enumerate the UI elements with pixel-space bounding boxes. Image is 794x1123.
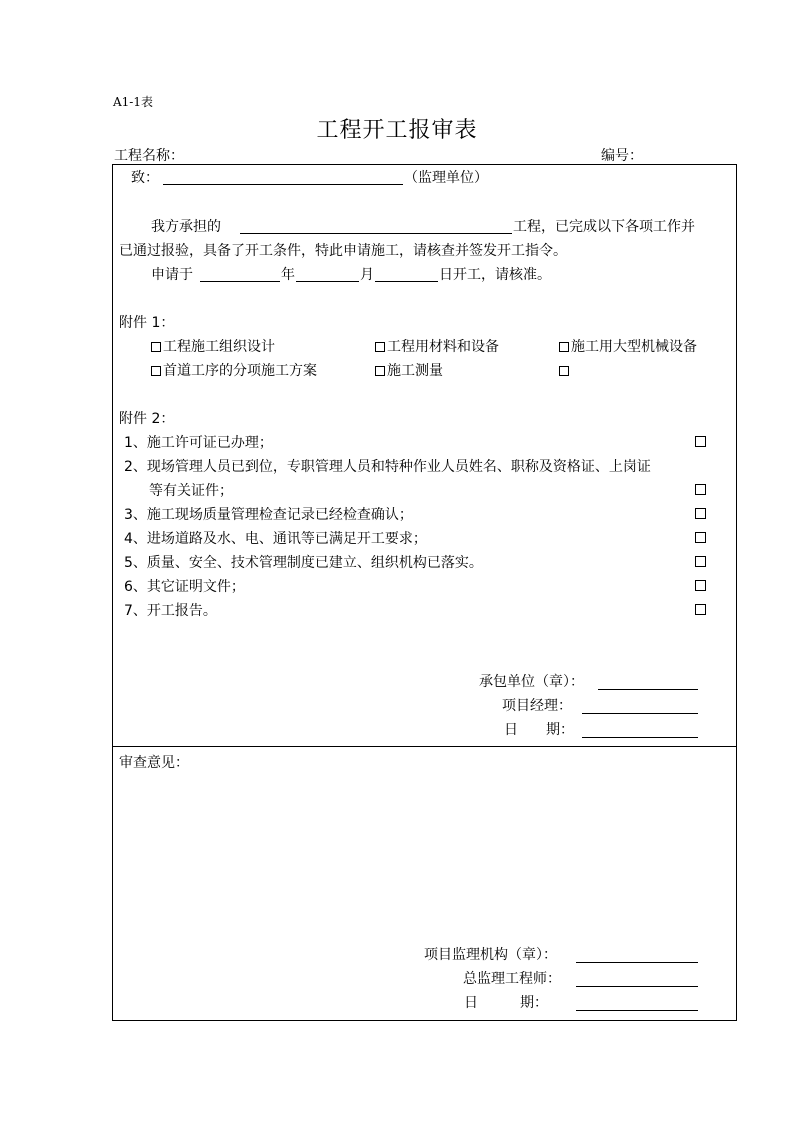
chief-engineer-field[interactable] bbox=[576, 986, 698, 987]
checkbox-icon[interactable] bbox=[695, 580, 706, 591]
checkbox-icon[interactable] bbox=[695, 484, 706, 495]
review-date-label: 日 期： bbox=[464, 995, 548, 1011]
page-title: 工程开工报审表 bbox=[316, 118, 478, 143]
para1-line2: 已通过报验，具备了开工条件，特此申请施工，请核查并签发开工指令。 bbox=[119, 243, 567, 259]
supervision-org-field[interactable] bbox=[576, 962, 698, 963]
form-code: A1-1表 bbox=[113, 95, 153, 109]
day-field[interactable] bbox=[375, 281, 438, 282]
para1-prefix: 我方承担的 bbox=[151, 219, 221, 235]
contractor-unit-field[interactable] bbox=[598, 689, 698, 690]
contractor-date-field[interactable] bbox=[582, 737, 698, 738]
attachment2-item: 2、现场管理人员已到位，专职管理人员和特种作业人员姓名、职称及资格证、上岗证 bbox=[124, 459, 651, 475]
supervisor-unit-label: （监理单位） bbox=[404, 170, 488, 186]
checkbox-icon[interactable] bbox=[695, 532, 706, 543]
checkbox-icon[interactable] bbox=[695, 604, 706, 615]
contractor-date-label: 日 期： bbox=[504, 722, 574, 738]
supervisor-unit-field[interactable] bbox=[163, 184, 403, 185]
review-label: 审查意见： bbox=[119, 755, 189, 771]
apply-prefix: 申请于 bbox=[151, 267, 193, 283]
checkbox-icon[interactable] bbox=[695, 508, 706, 519]
attachment2-item: 5、质量、安全、技术管理制度已建立、组织机构已落实。 bbox=[124, 555, 483, 571]
attachments2-label: 附件 2： bbox=[119, 411, 175, 427]
month-field[interactable] bbox=[296, 281, 359, 282]
attachment1-item[interactable]: 施工用大型机械设备 bbox=[559, 338, 697, 356]
contractor-unit-label: 承包单位（章）： bbox=[479, 674, 584, 690]
day-suffix: 日开工，请核准。 bbox=[439, 267, 551, 283]
attachments1-label: 附件 1： bbox=[119, 315, 175, 331]
review-date-field[interactable] bbox=[576, 1010, 698, 1011]
attachment2-item: 3、施工现场质量管理检查记录已经检查确认； bbox=[124, 507, 413, 523]
number-label: 编号： bbox=[601, 148, 643, 164]
project-manager-field[interactable] bbox=[582, 713, 698, 714]
attachment2-item-cont: 等有关证件； bbox=[149, 483, 233, 499]
attachment1-item[interactable]: 工程施工组织设计 bbox=[151, 338, 275, 356]
year-field[interactable] bbox=[200, 281, 280, 282]
attachment1-item[interactable]: 工程用材料和设备 bbox=[375, 338, 499, 356]
attachment1-item[interactable] bbox=[559, 362, 571, 380]
attachment2-item: 1、施工许可证已办理； bbox=[124, 435, 273, 451]
project-name-label: 工程名称： bbox=[114, 148, 184, 164]
attachment1-item[interactable]: 首道工序的分项施工方案 bbox=[151, 362, 317, 380]
checkbox-icon[interactable] bbox=[695, 556, 706, 567]
attachment2-item: 4、进场道路及水、电、通讯等已满足开工要求； bbox=[124, 531, 427, 547]
project-field[interactable] bbox=[240, 233, 512, 234]
checkbox-icon[interactable] bbox=[559, 342, 569, 352]
checkbox-icon[interactable] bbox=[695, 436, 706, 447]
para1-suffix: 工程，已完成以下各项工作并 bbox=[513, 219, 695, 235]
year-label: 年 bbox=[281, 267, 295, 283]
checkbox-icon[interactable] bbox=[375, 366, 385, 376]
attachment1-item[interactable]: 施工测量 bbox=[375, 362, 443, 380]
chief-engineer-label: 总监理工程师： bbox=[463, 971, 561, 987]
checkbox-icon[interactable] bbox=[151, 342, 161, 352]
project-manager-label: 项目经理： bbox=[502, 698, 572, 714]
checkbox-icon[interactable] bbox=[375, 342, 385, 352]
checkbox-icon[interactable] bbox=[151, 366, 161, 376]
supervision-org-label: 项目监理机构（章）： bbox=[424, 947, 557, 963]
section-divider bbox=[112, 746, 737, 747]
attachment2-item: 6、其它证明文件； bbox=[124, 579, 245, 595]
checkbox-icon[interactable] bbox=[559, 366, 569, 376]
attachment2-item: 7、开工报告。 bbox=[124, 603, 217, 619]
month-label: 月 bbox=[360, 267, 374, 283]
to-label: 致： bbox=[131, 170, 159, 186]
